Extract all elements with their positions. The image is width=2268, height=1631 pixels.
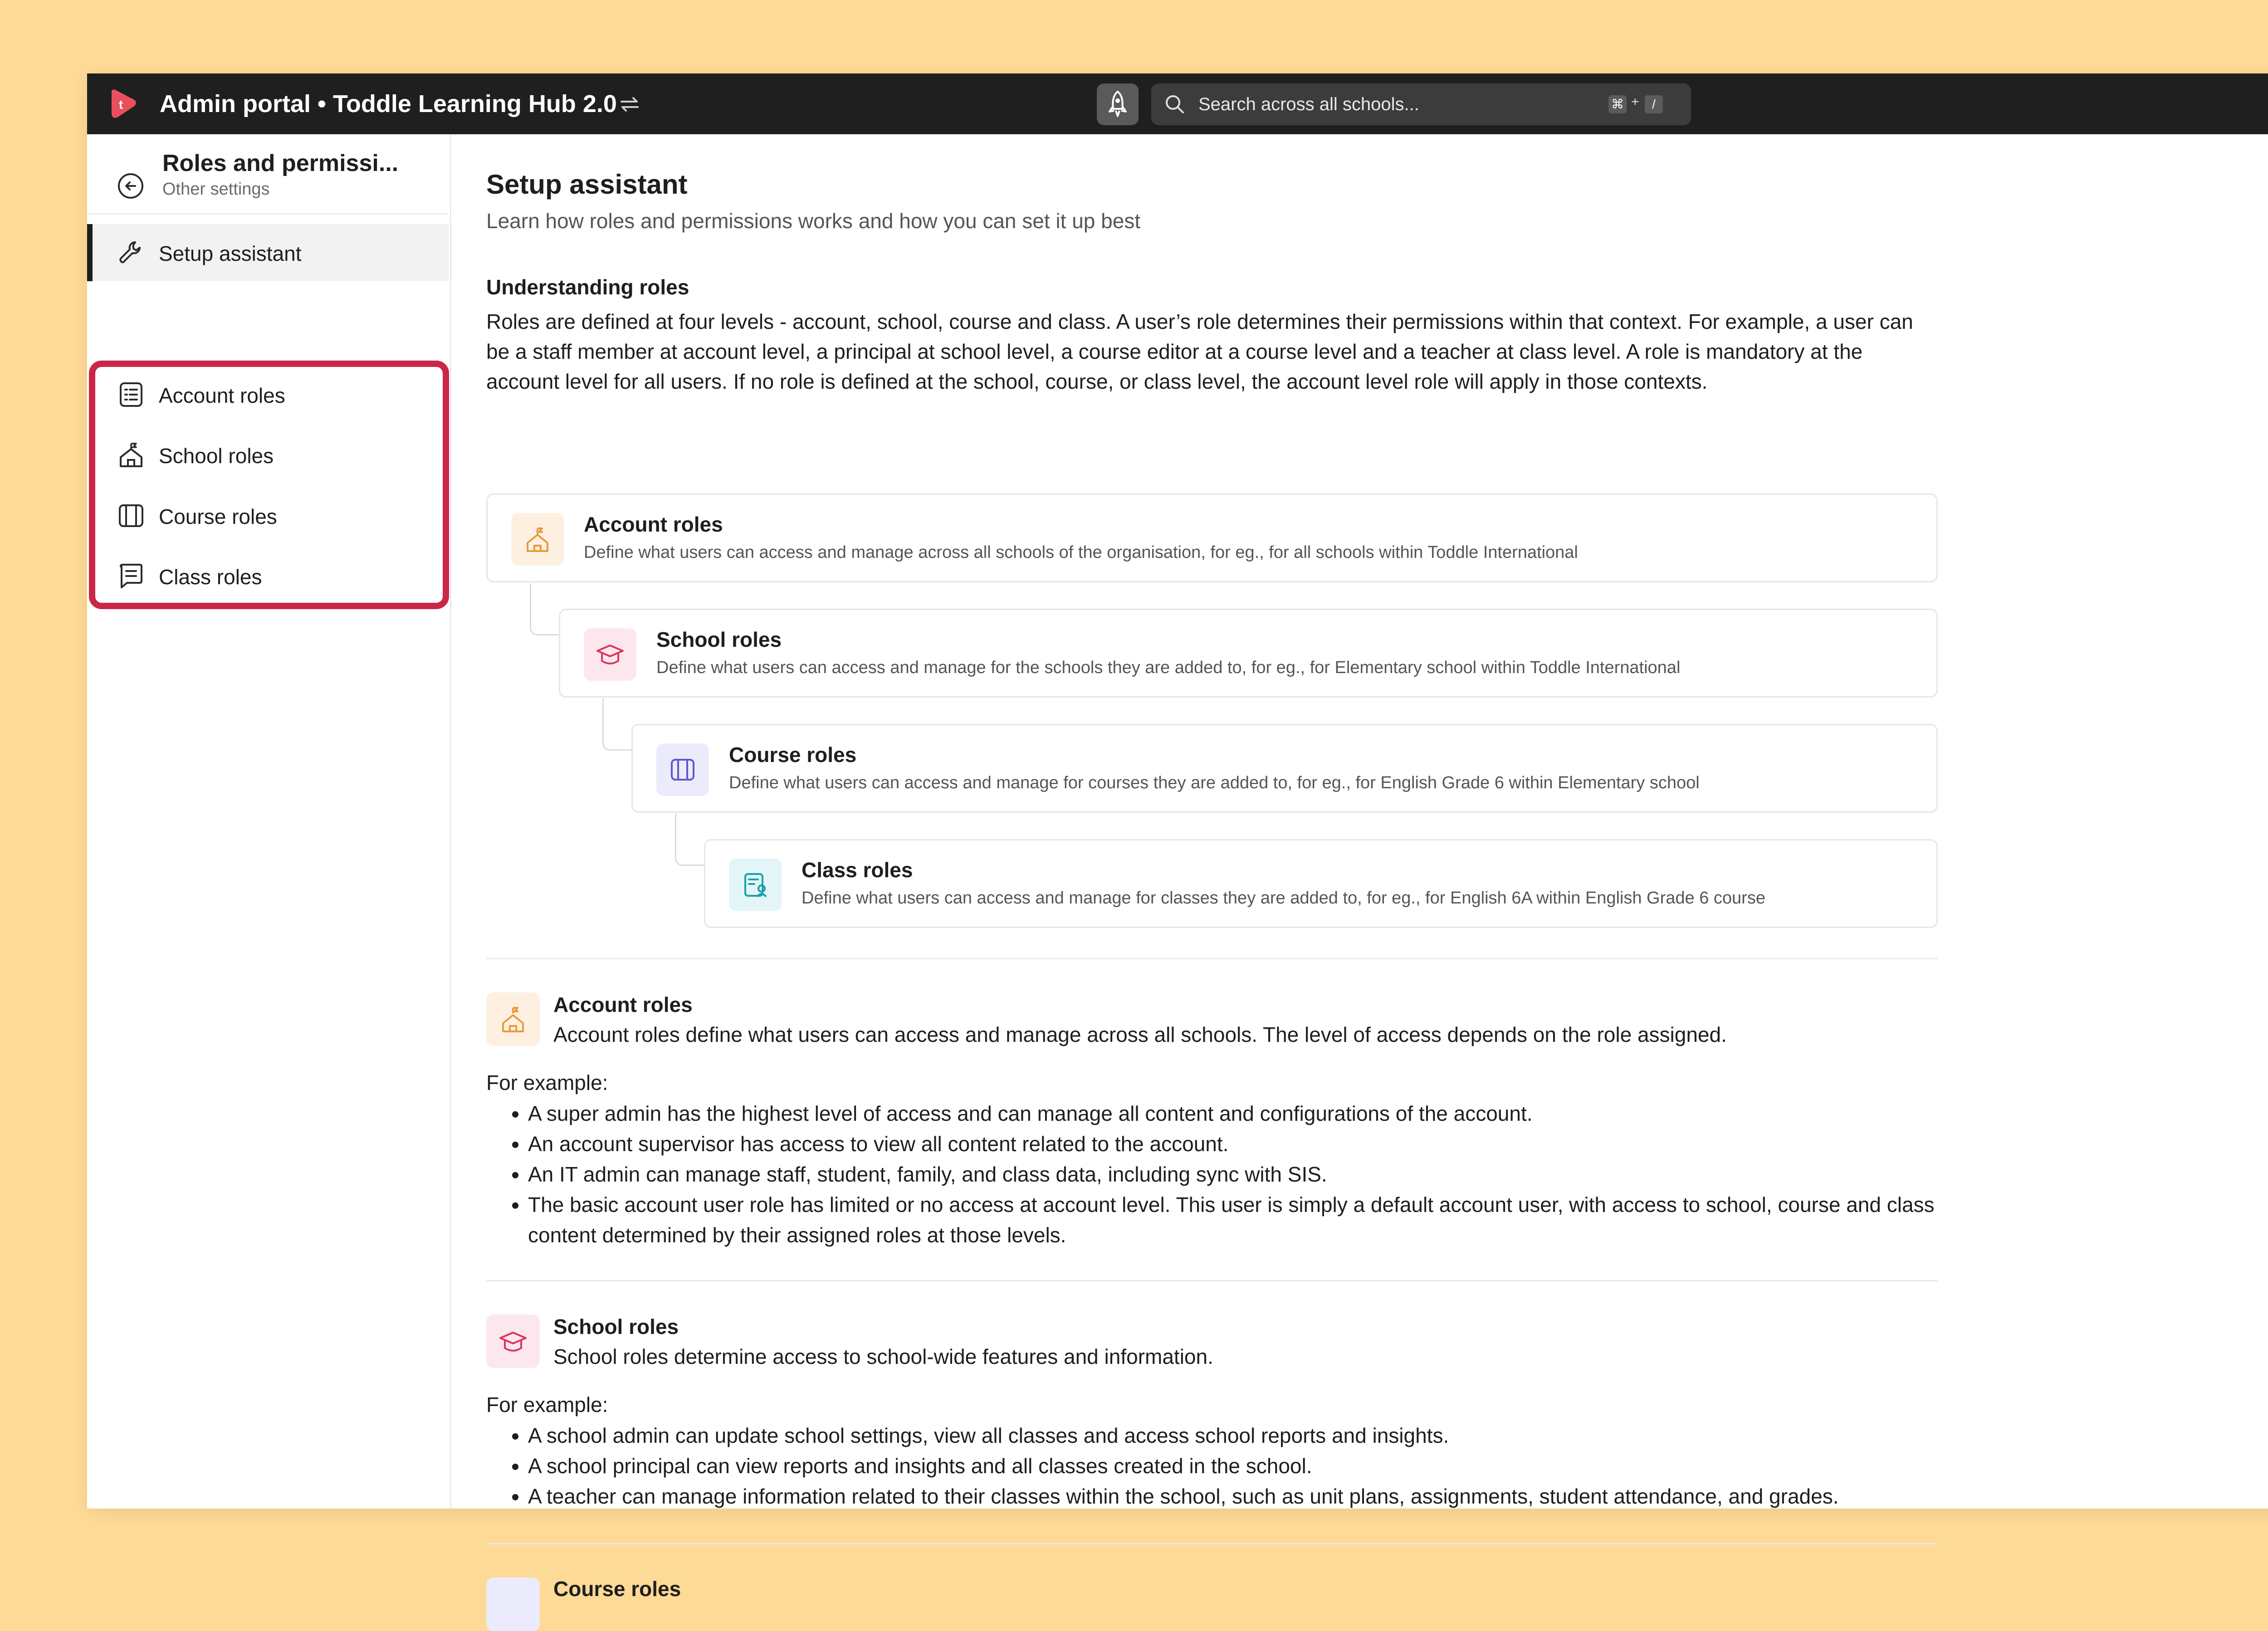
account-section-description: Account roles define what users can access and manage across all schools. The level of access depends on the role assigned. [553, 1023, 1727, 1046]
sidebar-highlight-box [89, 361, 449, 609]
class-board-icon [729, 859, 782, 911]
page-subtitle: Learn how roles and permissions works and how you can set it up best [486, 209, 1141, 233]
book-icon [486, 1577, 540, 1631]
sidebar-item-label: Class roles [159, 565, 262, 589]
card-description: Define what users can access and manage for the schools they are added to, for eg., for Elementary school within Toddle International [656, 658, 1681, 677]
rocket-button[interactable] [1097, 83, 1139, 125]
card-description: Define what users can access and manage for classes they are added to, for eg., for English 6A within English Grade 6 course [802, 889, 1765, 908]
sidebar-title: Roles and permissi... [162, 150, 399, 176]
shortcut-plus: + [1631, 94, 1639, 109]
app-title: Admin portal • Toddle Learning Hub 2.0 [160, 90, 617, 117]
account-section-title: Account roles [553, 993, 693, 1016]
list-item: • An account supervisor has access to view all content related to the account. [528, 1129, 1939, 1159]
sidebar-item-label: Course roles [159, 505, 277, 528]
list-item: • The basic account user role has limited or no access at account level. This user is simply a default account user, with access to school, course and class content determined by their assigned roles at those levels. [528, 1190, 1939, 1250]
section-divider [486, 1543, 1938, 1544]
global-search[interactable] [1151, 83, 1691, 125]
shortcut-key-cmd: ⌘ [1608, 95, 1627, 113]
graduation-cap-icon [584, 628, 636, 681]
hierarchy-connector [675, 814, 704, 866]
section-divider [486, 958, 1938, 959]
school-icon [511, 513, 564, 566]
page-title: Setup assistant [486, 169, 688, 200]
example-label: For example: [486, 1071, 608, 1094]
school-section-description: School roles determine access to school-wide features and information. [553, 1345, 1213, 1368]
school-icon [486, 992, 540, 1046]
card-title: School roles [656, 628, 782, 651]
list-item: • A school principal can view reports and insights and all classes created in the school. [528, 1451, 1939, 1481]
svg-text:t: t [119, 98, 123, 112]
list-item: • A super admin has the highest level of access and can manage all content and configurations of the account. [528, 1099, 1939, 1129]
sidebar [87, 134, 451, 1509]
understanding-paragraph: Roles are defined at four levels - account, school, course and class. A user’s role determines their permissions within that context. For example, a user can be a staff member at account level, a principal at school level, a course editor at a course level and a teacher at class level. A role is mandatory at the account level for all users. If no role is defined at the school, course, or class level, the account level role will apply in those contexts. [486, 310, 1913, 393]
top-bar [87, 73, 2268, 134]
search-icon [1163, 93, 1187, 116]
wrench-icon [117, 239, 145, 267]
sidebar-item-setup-assistant[interactable] [87, 224, 449, 281]
app-window [87, 73, 2268, 1601]
account-examples-list [486, 1099, 1939, 1250]
hierarchy-connector [530, 583, 559, 635]
card-description: Define what users can access and manage for courses they are added to, for eg., for English Grade 6 within Elementary school [729, 773, 1700, 792]
sidebar-subtitle: Other settings [162, 180, 270, 199]
switch-icon[interactable] [617, 92, 642, 117]
rocket-icon [1097, 83, 1139, 125]
sidebar-item-label: Account roles [159, 384, 285, 407]
card-title: Course roles [729, 743, 857, 767]
shortcut-key-slash: / [1645, 95, 1663, 113]
hierarchy-connector [602, 698, 632, 751]
sidebar-item-label: School roles [159, 444, 274, 468]
toddle-logo-icon[interactable] [107, 88, 139, 120]
class-roles-card[interactable] [704, 839, 1938, 928]
list-item: • An IT admin can manage staff, student, family, and class data, including sync with SIS. [528, 1159, 1939, 1190]
graduation-cap-icon [486, 1314, 540, 1368]
example-label: For example: [486, 1393, 608, 1416]
book-icon [656, 743, 709, 796]
course-section-title: Course roles [553, 1577, 681, 1601]
account-roles-card[interactable] [486, 493, 1938, 582]
section-divider [486, 1280, 1938, 1281]
list-item: • A teacher can manage information related to their classes within the school, such as unit plans, assignments, student attendance, and grades. [528, 1481, 1939, 1512]
sidebar-item-label: Setup assistant [159, 242, 302, 265]
course-roles-card[interactable] [631, 724, 1938, 813]
card-title: Class roles [802, 858, 913, 882]
school-section-title: School roles [553, 1315, 679, 1338]
school-examples-list [486, 1421, 1939, 1512]
search-input[interactable]: Search across all schools... [1198, 94, 1419, 114]
sidebar-divider [87, 213, 449, 215]
list-item: • A school admin can update school settings, view all classes and access school reports and insights. [528, 1421, 1939, 1451]
card-description: Define what users can access and manage across all schools of the organisation, for eg., for all schools within Toddle International [584, 543, 1578, 562]
school-roles-card[interactable] [559, 609, 1938, 698]
back-arrow-icon[interactable] [116, 171, 145, 200]
card-title: Account roles [584, 513, 723, 536]
understanding-heading: Understanding roles [486, 275, 689, 299]
